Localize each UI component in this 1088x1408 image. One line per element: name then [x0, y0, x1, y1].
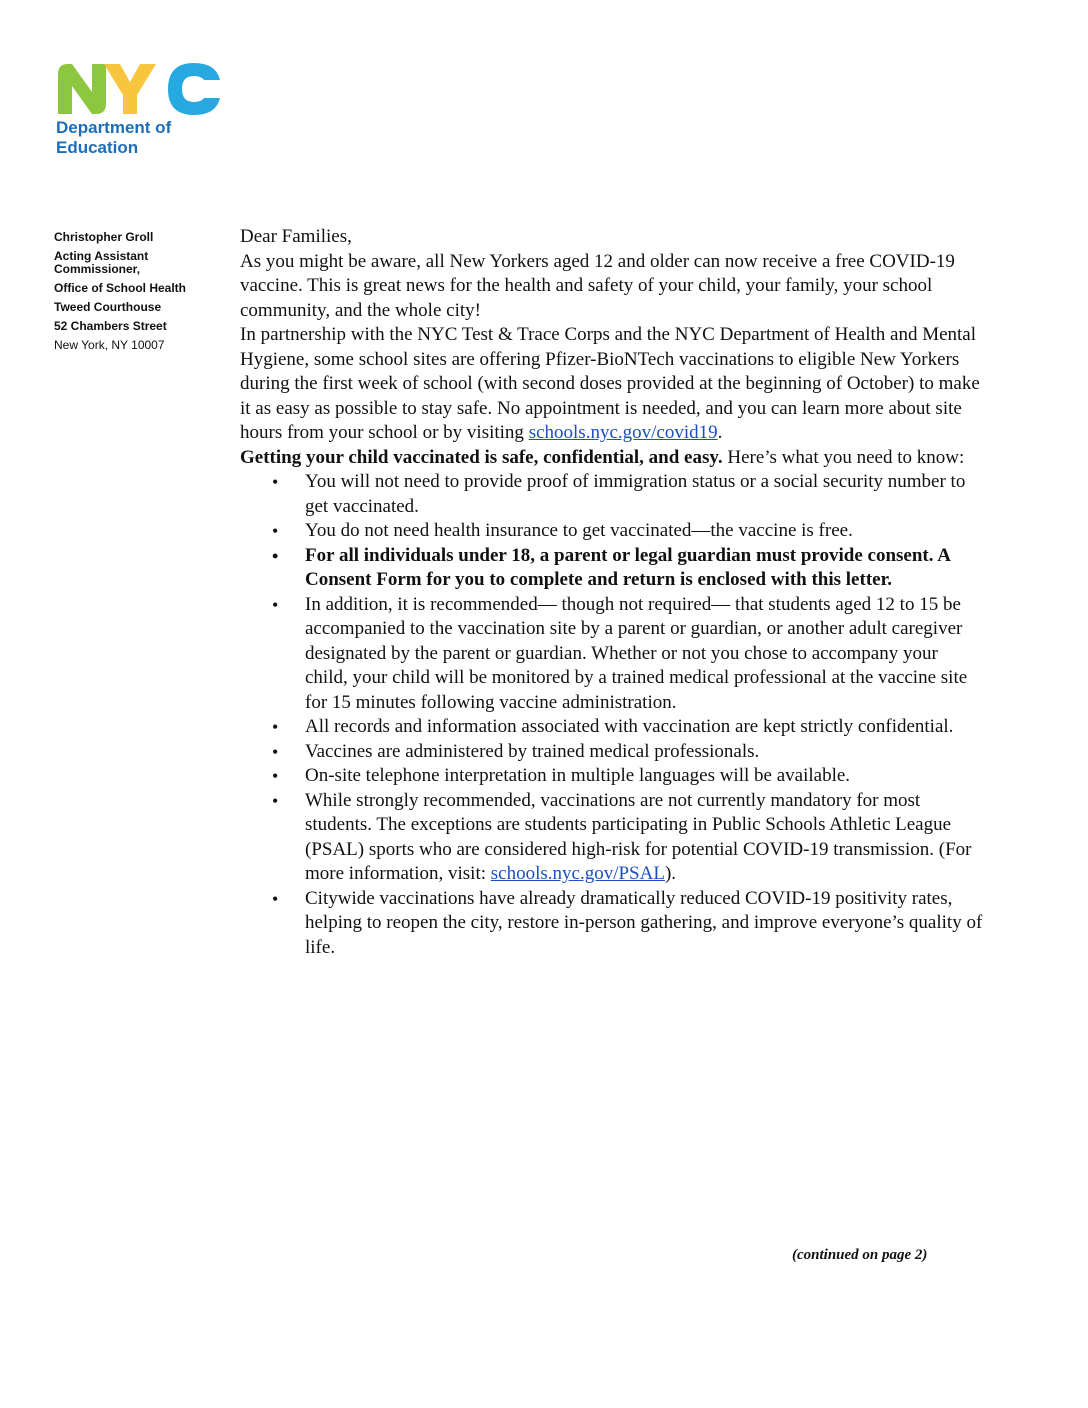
psal-link[interactable]: schools.nyc.gov/PSAL — [490, 863, 665, 884]
continued-note: (continued on page 2) — [792, 1247, 928, 1263]
greeting: Dear Families, — [240, 226, 352, 247]
paragraph-2-end: . — [717, 422, 723, 443]
paragraph-3 — [240, 446, 985, 471]
logo-department-line-2: Education — [56, 138, 139, 157]
list-item: • You will not need to provide proof of immigration status or a social security number to get vaccinated. — [240, 470, 985, 519]
list-item: • Citywide vaccinations have already dramatically reduced COVID-19 positivity rates, helping to reopen the city, restore in-person gathering, and improve everyone’s quality of life. — [240, 887, 985, 961]
paragraph-1: As you might be aware, all New Yorkers aged 12 and older can now receive a free COVID-19 vaccine. This is great news for the health and safety of your child, your family, your school community, and the whole city! — [240, 250, 955, 321]
covid19-link[interactable]: schools.nyc.gov/covid19 — [528, 422, 718, 443]
paragraph-3-rest: Here’s what you need to know: — [722, 446, 965, 468]
nyc-doe-logo — [56, 62, 226, 158]
sender-building: Tweed Courthouse — [54, 300, 162, 314]
paragraph-2-text: In partnership with the NYC Test & Trace Corps and the NYC Department of Health and Mental Hygiene, some school sites are offering Pfizer-BioNTech vaccinations to eligible New Yorkers during the first week of school (with second doses provided at the beginning of October) to make it as easy as possible to stay safe. No appointment is needed, and you can learn more about site hours from your school or by visiting — [240, 324, 980, 443]
sender-title-1: Acting Assistant — [54, 249, 149, 263]
list-item: • On-site telephone interpretation in multiple languages will be available. — [240, 764, 985, 789]
sender-title-2: Commissioner, — [54, 262, 141, 276]
list-item: • All records and information associated with vaccination are kept strictly confidential. — [240, 715, 985, 740]
list-item: • Vaccines are administered by trained medical professionals. — [240, 740, 985, 765]
sender-city: New York, NY 10007 — [54, 338, 165, 352]
sender-office: Office of School Health — [54, 281, 187, 295]
sender-block — [54, 228, 224, 355]
letter-body — [240, 225, 985, 960]
psal-item-end: ). — [664, 863, 677, 884]
sender-name: Christopher Groll — [54, 230, 154, 244]
list-item — [240, 789, 985, 887]
nyc-logo-icon — [56, 62, 222, 116]
psal-item-text: While strongly recommended, vaccinations are not currently mandatory for most students. The exceptions are students participating in Public Schools Athletic League (PSAL) sports who are considered high-risk for potential COVID-19 transmission. (For more information, visit: — [305, 789, 972, 884]
list-item: • For all individuals under 18, a parent or legal guardian must provide consent. A Consent Form for you to complete and return is enclosed with this letter. — [240, 544, 985, 593]
sender-street: 52 Chambers Street — [54, 319, 167, 333]
list-item: • In addition, it is recommended— though not required— that students aged 12 to 15 be accompanied to the vaccination site by a parent or guardian, or another adult caregiver designated by the parent or guardian. Whether or not you chose to accompany your child, your child will be monitored by a trained medical professional at the vaccine site for 15 minutes following vaccine administration. — [240, 593, 985, 716]
list-item: • You do not need health insurance to get vaccinated—the vaccine is free. — [240, 519, 985, 544]
logo-department-line-1: Department of — [56, 118, 172, 137]
paragraph-2 — [240, 323, 985, 446]
paragraph-3-bold: Getting your child vaccinated is safe, confidential, and easy. — [240, 446, 723, 468]
info-list — [240, 470, 985, 960]
